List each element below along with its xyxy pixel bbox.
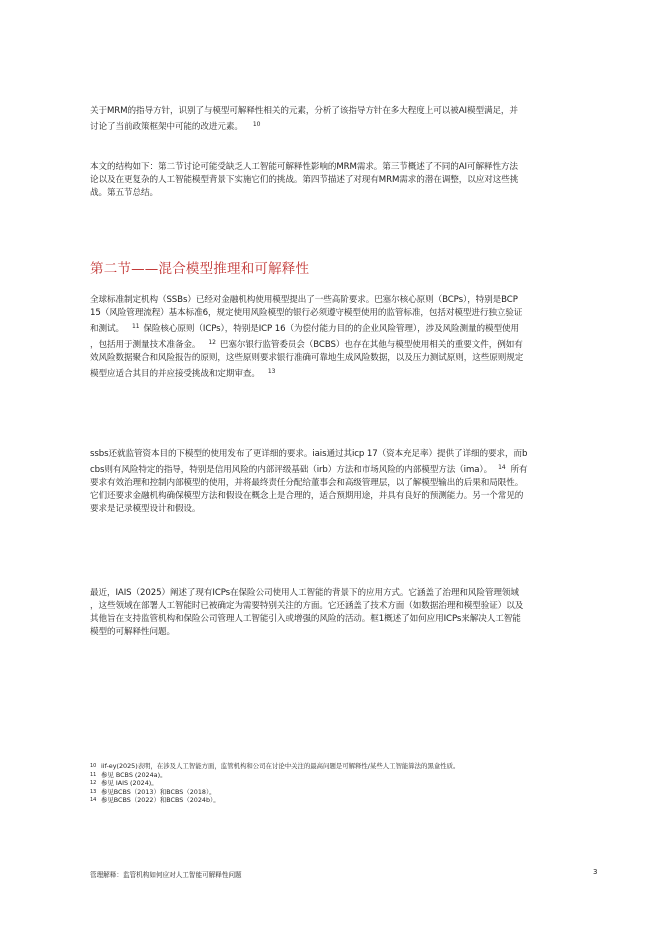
footnote	[90, 779, 610, 788]
footnote-text: 参见BCBS（2013）和BCBS（2018）。	[101, 787, 216, 796]
paragraph-text: 模型应适合其目的并应接受挑战和定期审查。	[90, 369, 260, 379]
paragraph-line: ssbs还就监管资本目的下模型的使用发布了更详细的要求。iais通过其icp 17（资本充足率）提供了详细的要求，而b	[90, 449, 528, 459]
paragraph-line	[90, 365, 610, 381]
footnote-number: 11	[90, 771, 97, 778]
paragraph-line: 全球标准制定机构（SSBs）已经对金融机构使用模型提出了一些高阶要求。巴塞尔核心原则（BCPs），特别是BCP	[90, 295, 518, 305]
section-heading: 第二节——混合模型推理和可解释性	[90, 261, 310, 277]
paragraph-line: 要求有效治理和控制内部模型的使用，并将最终责任分配给董事会和高级管理层，以了解模型输出的后果和局限性。	[90, 478, 524, 488]
page-number: 3	[593, 868, 598, 876]
paragraph-line	[90, 461, 610, 477]
paragraph-text: ，包括用于测量技术准备金。	[90, 340, 201, 350]
ssb-requirements-paragraph	[90, 294, 610, 381]
footnote-text: iif-ey(2025)表明，在涉及人工智能方面，监管机构和公司在讨论中关注的最高问题是可解释性/某些人工智能算法的黑盒性质。	[101, 762, 460, 770]
footnote-number: 12	[90, 780, 97, 787]
paragraph-text: 和测试。	[90, 324, 124, 334]
footnote-ref[interactable]: 14	[498, 464, 506, 471]
paragraph-line	[90, 118, 610, 134]
footnote-ref[interactable]: 11	[131, 323, 140, 330]
footnote-ref[interactable]: 10	[252, 121, 261, 128]
footnote	[90, 771, 610, 780]
paragraph-line: 最近，IAIS（2025）阐述了现有ICPs在保险公司使用人工智能的背景下的应用方式。它涵盖了治理和风险管理领域	[90, 588, 519, 598]
paragraph-text: 所有	[510, 465, 528, 475]
intro-paragraph-continued	[90, 105, 610, 134]
footnotes	[90, 762, 610, 805]
iais-2025-paragraph	[90, 587, 610, 639]
capital-requirements-paragraph	[90, 448, 610, 516]
footnote-number: 10	[90, 763, 97, 769]
paragraph-line: 其他旨在支持监管机构和保险公司管理人工智能引入或增强的风险的活动。框1概述了如何应用ICPs来解决人工智能	[90, 614, 521, 624]
page-footer-title: 管理解释：监管机构如何应对人工智能可解释性问题	[90, 871, 242, 879]
paragraph-line: 论以及在更复杂的人工智能模型背景下实施它们的挑战。第四节描述了对现有MRM需求的潜在调整，以应对这些挑	[90, 175, 519, 185]
footnote-ref[interactable]: 12	[208, 339, 216, 346]
footnote-text: 参见BCBS（2022）和BCBS（2024b）。	[101, 796, 220, 805]
paragraph-line: 战。第五节总结。	[90, 188, 158, 198]
paragraph-line: 模型的可解释性问题。	[90, 627, 175, 637]
paragraph-line: 关于MRM的指导方针，识别了与模型可解释性相关的元素，分析了该指导方针在多大程度上可以被AI模型满足，并	[90, 106, 518, 116]
paragraph-text: cbs则有风险特定的指导，特别是信用风险的内部评级基础（irb）方法和市场风险的内部模型方法（ima）。	[90, 465, 493, 475]
paragraph-line	[90, 336, 610, 352]
paragraph-line: 本文的结构如下：第二节讨论可能受缺乏人工智能可解释性影响的MRM需求。第三节概述了不同的AI可解释性方法	[90, 162, 518, 172]
footnote-number: 13	[90, 788, 97, 795]
footnote-ref[interactable]: 13	[267, 368, 276, 375]
paragraph-line: 要求是记录模型设计和假设。	[90, 504, 201, 514]
paragraph-line: ，这些领域在部署人工智能时已被确定为需要特别关注的方面。它还涵盖了技术方面（如数据治理和模型验证）以及	[90, 601, 524, 611]
paragraph-line: 它们还要求金融机构确保模型方法和假设在概念上是合理的，适合预期用途，并具有良好的预测能力。另一个常见的	[90, 491, 524, 501]
footnote-number: 14	[90, 797, 97, 804]
paragraph-text: 巴塞尔银行监管委员会（BCBS）也存在其他与模型使用相关的重要文件，例如有	[219, 340, 523, 350]
footnote-text: 参见 BCBS (2024a)。	[101, 770, 167, 779]
paragraph-text: 保险核心原则（ICPs），特别是ICP 16（为偿付能力目的的企业风险管理），涉及风险测量的模型使用	[143, 324, 520, 334]
structure-paragraph	[90, 161, 610, 200]
footnote	[90, 762, 610, 771]
footnote	[90, 796, 610, 805]
paragraph-line: 15（风险管理流程）基本标准6，规定使用风险模型的银行必须遵守模型使用的监管标准，包括对模型进行独立验证	[90, 308, 523, 318]
paragraph-line: 效风险数据聚合和风险报告的原则，这些原则要求银行准确可靠地生成风险数据，以及压力测试原则，这些原则规定	[90, 353, 524, 363]
footnote-text: 参见 IAIS (2024)。	[101, 779, 158, 788]
paragraph-line	[90, 320, 610, 336]
paragraph-text: 讨论了当前政策框架中可能的改进元素。	[90, 122, 243, 132]
